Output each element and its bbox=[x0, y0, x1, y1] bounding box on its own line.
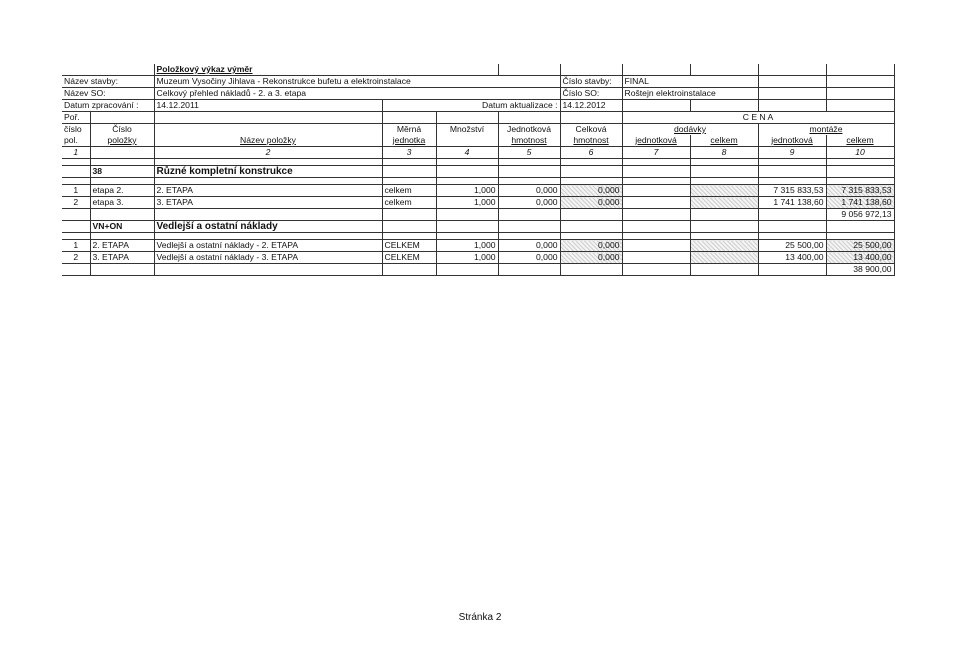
row-install-total: 25 500,00 bbox=[826, 240, 894, 252]
header-dodavky-celkem: celkem bbox=[690, 135, 758, 147]
row-unit: CELKEM bbox=[382, 252, 436, 264]
table-row bbox=[62, 197, 894, 209]
header-cislo: číslo bbox=[62, 124, 90, 136]
section-total: 38 900,00 bbox=[826, 264, 894, 276]
datum-zpracovani-value: 14.12.2011 bbox=[154, 100, 382, 112]
header-celkova: Celková bbox=[560, 124, 622, 136]
cislo-stavby-label: Číslo stavby: bbox=[560, 76, 622, 88]
stavba-value: Muzeum Vysočiny Jihlava - Rekonstrukce bufetu a elektroinstalace bbox=[154, 76, 560, 88]
header-hmotnost-celkova: hmotnost bbox=[560, 135, 622, 147]
column-number: 9 bbox=[758, 147, 826, 159]
row-install-total: 13 400,00 bbox=[826, 252, 894, 264]
header-jednotka: jednotka bbox=[382, 135, 436, 147]
row-name: Vedlejší a ostatní náklady - 2. ETAPA bbox=[154, 240, 382, 252]
datum-zpracovani-label: Datum zpracování : bbox=[62, 100, 154, 112]
row-supply-unit bbox=[622, 197, 690, 209]
header-montaze: montáže bbox=[758, 124, 894, 136]
so-label: Název SO: bbox=[62, 88, 154, 100]
cislo-so-label: Číslo SO: bbox=[560, 88, 622, 100]
row-qty: 1,000 bbox=[436, 252, 498, 264]
section-total: 9 056 972,13 bbox=[826, 209, 894, 221]
row-code: etapa 2. bbox=[90, 185, 154, 197]
column-number: 5 bbox=[498, 147, 560, 159]
header-por: Poř. bbox=[62, 112, 90, 124]
column-number: 1 bbox=[62, 147, 90, 159]
datum-aktualizace-label: Datum aktualizace : bbox=[382, 100, 560, 112]
row-weight-total: 0,000 bbox=[560, 197, 622, 209]
row-supply-total bbox=[690, 240, 758, 252]
row-name: 3. ETAPA bbox=[154, 197, 382, 209]
row-por: 2 bbox=[62, 252, 90, 264]
header-dodavky: dodávky bbox=[622, 124, 758, 136]
row-name: 2. ETAPA bbox=[154, 185, 382, 197]
row-por: 2 bbox=[62, 197, 90, 209]
row-supply-unit bbox=[622, 240, 690, 252]
row-code: etapa 3. bbox=[90, 197, 154, 209]
row-weight-unit: 0,000 bbox=[498, 185, 560, 197]
report-sheet bbox=[62, 64, 894, 276]
row-code: 3. ETAPA bbox=[90, 252, 154, 264]
row-supply-total bbox=[690, 197, 758, 209]
column-number: 2 bbox=[154, 147, 382, 159]
row-unit: celkem bbox=[382, 185, 436, 197]
cislo-stavby-value: FINAL bbox=[622, 76, 758, 88]
stavba-label: Název stavby: bbox=[62, 76, 154, 88]
row-install-unit: 1 741 138,60 bbox=[758, 197, 826, 209]
row-install-total: 1 741 138,60 bbox=[826, 197, 894, 209]
header-polozky: položky bbox=[90, 135, 154, 147]
column-number: 10 bbox=[826, 147, 894, 159]
column-number: 7 bbox=[622, 147, 690, 159]
row-weight-unit: 0,000 bbox=[498, 197, 560, 209]
row-install-unit: 25 500,00 bbox=[758, 240, 826, 252]
row-code: 2. ETAPA bbox=[90, 240, 154, 252]
row-weight-unit: 0,000 bbox=[498, 240, 560, 252]
section-title: Různé kompletní konstrukce bbox=[154, 166, 382, 178]
row-install-unit: 7 315 833,53 bbox=[758, 185, 826, 197]
column-number: 4 bbox=[436, 147, 498, 159]
header-nazev: Název položky bbox=[154, 135, 382, 147]
row-qty: 1,000 bbox=[436, 185, 498, 197]
row-weight-total: 0,000 bbox=[560, 240, 622, 252]
so-value: Celkový přehled nákladů - 2. a 3. etapa bbox=[154, 88, 560, 100]
row-supply-total bbox=[690, 252, 758, 264]
row-supply-unit bbox=[622, 252, 690, 264]
table-row bbox=[62, 185, 894, 197]
page-footer: Stránka 2 bbox=[458, 612, 502, 623]
header-pol: pol. bbox=[62, 135, 90, 147]
row-por: 1 bbox=[62, 185, 90, 197]
column-number: 8 bbox=[690, 147, 758, 159]
row-por: 1 bbox=[62, 240, 90, 252]
document-title: Položkový výkaz výměr bbox=[154, 64, 498, 76]
section-title: Vedlejší a ostatní náklady bbox=[154, 221, 382, 233]
row-weight-total: 0,000 bbox=[560, 252, 622, 264]
row-unit: CELKEM bbox=[382, 240, 436, 252]
column-number: 3 bbox=[382, 147, 436, 159]
header-hmotnost: hmotnost bbox=[498, 135, 560, 147]
row-supply-total bbox=[690, 185, 758, 197]
header-montaze-celkem: celkem bbox=[826, 135, 894, 147]
cislo-so-value: Roštejn elektroinstalace bbox=[622, 88, 758, 100]
row-weight-unit: 0,000 bbox=[498, 252, 560, 264]
header-cena: C E N A bbox=[622, 112, 894, 124]
header-merna: Měrná bbox=[382, 124, 436, 136]
row-unit: celkem bbox=[382, 197, 436, 209]
row-name: Vedlejší a ostatní náklady - 3. ETAPA bbox=[154, 252, 382, 264]
row-install-unit: 13 400,00 bbox=[758, 252, 826, 264]
row-supply-unit bbox=[622, 185, 690, 197]
bill-of-quantities-table bbox=[62, 64, 895, 276]
row-install-total: 7 315 833,53 bbox=[826, 185, 894, 197]
column-number: 6 bbox=[560, 147, 622, 159]
row-weight-total: 0,000 bbox=[560, 185, 622, 197]
table-row bbox=[62, 252, 894, 264]
datum-aktualizace-value: 14.12.2012 bbox=[560, 100, 622, 112]
header-dodavky-jednotkova: jednotková bbox=[622, 135, 690, 147]
table-row bbox=[62, 240, 894, 252]
row-qty: 1,000 bbox=[436, 240, 498, 252]
header-montaze-jednotkova: jednotková bbox=[758, 135, 826, 147]
header-mnozstvi: Množství bbox=[436, 124, 498, 136]
header-jednotkova: Jednotková bbox=[498, 124, 560, 136]
section-code: 38 bbox=[90, 166, 154, 178]
row-qty: 1,000 bbox=[436, 197, 498, 209]
section-code: VN+ON bbox=[90, 221, 154, 233]
header-cislo-polozky: Číslo bbox=[90, 124, 154, 136]
